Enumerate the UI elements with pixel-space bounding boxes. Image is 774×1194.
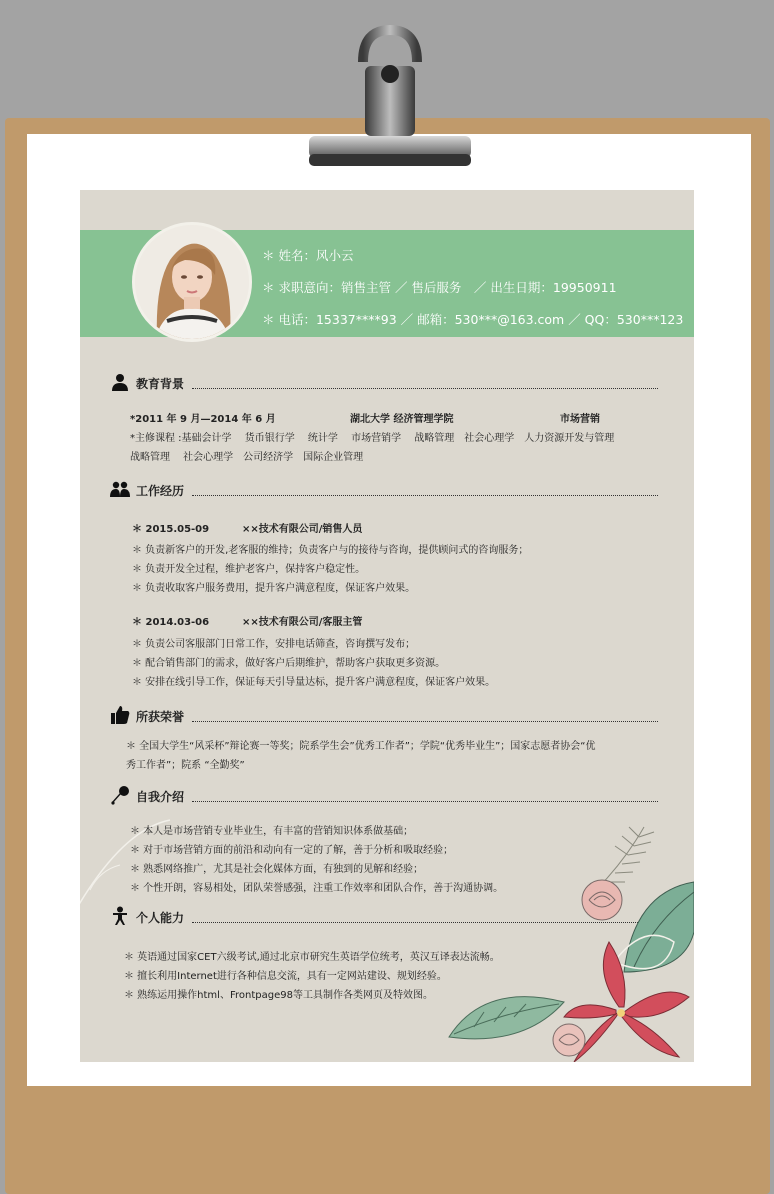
skills-title: 个人能力 — [136, 911, 185, 925]
person-icon — [110, 372, 130, 392]
job-company: ××技术有限公司/销售人员 — [242, 524, 363, 535]
job-duty: ＊ 配合销售部门的需求，做好客户后期维护，帮助客户获取更多资源。 — [132, 658, 446, 669]
contact-line: ＊ 电话：15337****93 ／ 邮箱：530***@163.com ／ QQ：530***123 — [262, 312, 684, 327]
microphone-icon — [110, 785, 130, 805]
intro-item: ＊ 本人是市场营销专业毕业生，有丰富的营销知识体系做基础； — [130, 826, 414, 837]
honors-line-1: ＊ 全国大学生“风采杯”辩论赛一等奖；院系学生会”优秀工作者”；学院“优秀毕业生”；国家志愿者协会“优 — [126, 741, 596, 752]
group-icon — [110, 479, 130, 499]
education-section — [110, 370, 658, 392]
intro-item: ＊ 熟悉网络推广，尤其是社会化媒体方面，有独到的见解和经验； — [130, 864, 424, 875]
section-divider — [192, 801, 658, 802]
honors-section — [110, 703, 658, 725]
thumbs-up-icon — [110, 705, 130, 725]
name-line: ＊ 姓名：风小云 — [262, 248, 354, 263]
honors-title: 所获荣誉 — [136, 710, 185, 724]
intro-title: 自我介绍 — [136, 790, 185, 804]
job-duty: ＊ 负责收取客户服务费用，提升客户满意程度，保证客户效果。 — [132, 583, 416, 594]
job-duty: ＊ 负责新客户的开发,老客服的维持；负责客户与的接待与咨询，提供顾问式的咨询服务； — [132, 545, 529, 556]
education-major: 市场营销 — [560, 414, 600, 425]
honors-line-2: 秀工作者”；院系 “全勤奖” — [126, 760, 245, 771]
education-courses-2: 战略管理 社会心理学 公司经济学 国际企业管理 — [130, 452, 364, 463]
intro-item: ＊ 个性开朗，容易相处，团队荣誉感强，注重工作效率和团队合作，善于沟通协调。 — [130, 883, 504, 894]
education-period: *2011 年 9 月—2014 年 6 月 — [130, 414, 276, 425]
binder-clip-icon — [305, 24, 475, 176]
job-duty: ＊ 负责开发全过程，维护老客户，保持客户稳定性。 — [132, 564, 366, 575]
job-date: ＊ 2015.05-09 — [132, 524, 210, 535]
education-school: 湖北大学 经济管理学院 — [350, 414, 454, 425]
section-divider — [192, 721, 658, 722]
job-company: ××技术有限公司/客服主管 — [242, 617, 363, 628]
section-divider — [192, 495, 658, 496]
portrait-icon — [135, 225, 249, 339]
section-divider — [192, 388, 658, 389]
education-title: 教育背景 — [136, 377, 185, 391]
floral-decoration-icon — [444, 822, 694, 1062]
intro-section — [110, 783, 658, 805]
job-date: ＊ 2014.03-06 — [132, 617, 210, 628]
work-title: 工作经历 — [136, 484, 185, 498]
education-courses-1: *主修课程 :基础会计学 货币银行学 统计学 市场营销学 战略管理 社会心理学 人力资源开发与管理 — [130, 433, 615, 444]
intent-line: ＊ 求职意向：销售主管 ／ 售后服务 ／ 出生日期：19950911 — [262, 280, 617, 295]
job-duty: ＊ 安排在线引导工作，保证每天引导量达标，提升客户满意程度，保证客户效果。 — [132, 677, 496, 688]
job-duty: ＊ 负责公司客服部门日常工作，安排电话筛查，咨询撰写发布； — [132, 639, 416, 650]
figure-icon — [110, 906, 130, 926]
skills-item: ＊ 擅长利用Internet进行各种信息交流，具有一定网站建设、规划经验。 — [124, 971, 447, 982]
work-section — [110, 477, 658, 499]
avatar — [132, 222, 252, 342]
resume-sheet — [80, 190, 694, 1062]
skills-item: ＊ 熟练运用操作html、Frontpage98等工具制作各类网页及特效图。 — [124, 990, 433, 1001]
skills-item: ＊ 英语通过国家CET六级考试,通过北京市研究生英语学位统考，英汉互译表达流畅。 — [124, 952, 500, 963]
intro-item: ＊ 对于市场营销方面的前沿和动向有一定的了解，善于分析和吸取经验； — [130, 845, 454, 856]
